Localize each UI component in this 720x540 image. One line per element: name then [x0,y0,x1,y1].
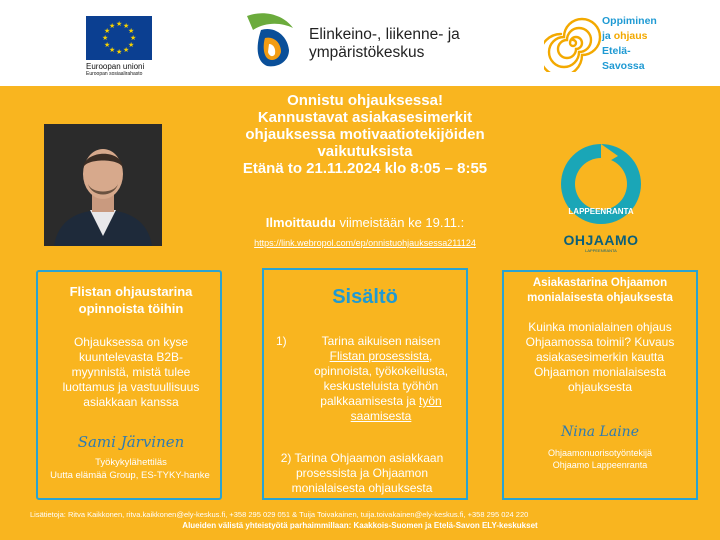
ohjaamo-logo [556,136,646,256]
left-speaker-signature: Sami Järvinen [77,433,185,451]
ely-logo [243,8,483,70]
right-speaker-signature: Nina Laine [561,424,639,440]
ohjaamo-sub: LAPPEENRANTA [585,248,617,253]
sun-spiral-icon [544,14,602,72]
oppiminen-logo-text: Oppiminen ja ohjaus Etelä- Savossa [602,15,657,72]
footer-tagline: Alueiden välistä yhteistyötä parhaimmillaan: Kaakkois-Suomen ja Etelä-Savon ELY-keskukset [182,521,538,530]
right-box-body: Kuinka monialainen ohjaus Ohjaamossa toimii? Kuvaus asiakasesimerkin kautta Ohjaamon monialaisesta ohjauksesta [525,320,675,394]
job-link[interactable]: työn [419,394,442,408]
ohjaamo-badge-icon [556,136,646,232]
eu-logo-name: Euroopan unioni [86,62,145,71]
eu-flag-icon: ★ ★ ★ ★ ★ ★ ★ ★ ★ ★ ★ ★ [86,16,152,60]
left-box-body: Ohjauksessa on kyse kuuntelevasta B2B- myynnistä, mistä tulee luottamus ja vastuullisuus asiakkaan kanssa [62,335,200,409]
event-title: Onnistu ohjauksessa! Kannustavat asiakasesimerkit ohjauksessa motivaatiotekijöiden vaikutuksista Etänä to 21.11.2024 klo 8:05 – 8:55 [200,92,530,177]
contents-item-2: 2) Tarina Ohjaamon asiakkaan prosessista ja Ohjaamon monialaisesta ohjauksesta [280,451,444,495]
oppiminen-logo [544,10,674,80]
right-box-title: Asiakastarina Ohjaamon monialaisesta ohjauksesta [527,277,673,304]
speaker-portrait [44,124,162,246]
ely-leaf-icon [243,8,303,68]
event-datetime: Etänä to 21.11.2024 klo 8:05 – 8:55 [242,160,488,177]
right-speaker-role: Ohjaamonuorisotyöntekijä [547,448,653,458]
left-box-title: Flistan ohjaustarina opinnoista töihin [69,284,193,316]
right-speaker-org: Ohjaamo Lappeenranta [552,460,648,470]
registration-line: Ilmoittaudu viimeistään ke 19.11.: [265,215,465,230]
left-speaker-org: Uutta elämää Group, ES-TYKY-hanke [50,470,210,481]
registration-link[interactable]: https://link.webropol.com/ep/onnistuohjauksessa211124 [254,238,476,248]
footer-contacts: Lisätietoja: Ritva Kaikkonen, ritva.kaikkonen@ely-keskus.fi, +358 295 029 051 & Tuija Toivakainen, tuija.toivakainen@ely-keskus.fi, +358 295 024 220 [30,510,529,519]
left-speaker-role: Työkykylähettiläs [95,457,167,468]
eu-logo [86,16,152,78]
job-link-cont[interactable]: saamisesta [350,409,412,423]
ohjaamo-ring-text: LAPPEENRANTA [568,207,634,216]
header [0,0,720,86]
ely-logo-text: Elinkeino-, liikenne- ja ympäristökeskus [309,26,460,61]
flista-process-link[interactable]: Flistan prosessista [329,349,430,363]
ohjaamo-word: OHJAAMO [563,232,639,248]
contents-title: Sisältö [332,286,398,308]
eu-logo-fund: Euroopan sosiaalirahasto [86,71,143,77]
